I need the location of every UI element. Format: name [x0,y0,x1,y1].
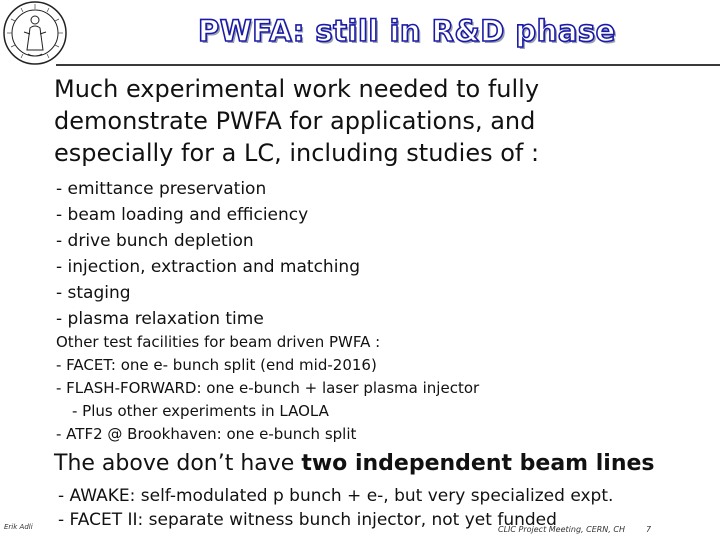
list-item: - plasma relaxation time [56,309,264,329]
statement-text: The above don’t have [54,451,302,476]
list-item: - staging [56,283,131,303]
slide-title: PWFA: still in R&D phase [198,14,616,48]
list-item: - AWAKE: self-modulated p bunch + e-, but very specialized expt. [58,486,614,506]
list-item: - beam loading and efficiency [56,205,309,225]
statement-emphasis: two independent beam lines [301,451,655,476]
list-item: - drive bunch depletion [56,231,254,251]
title-divider [56,64,720,66]
footer-meeting: CLIC Project Meeting, CERN, CH [498,525,625,534]
list-item: - ATF2 @ Brookhaven: one e-bunch split [56,425,357,443]
studies-list [56,176,360,332]
beam-lines-statement [54,450,655,478]
list-item: - FACET: one e- bunch split (end mid-2016) [56,356,377,374]
other-facilities-heading: Other test facilities for beam driven PWFA : [56,333,381,351]
list-item: - FACET II: separate witness bunch injector, not yet funded [58,510,557,530]
intro-line: Much experimental work needed to fully [54,75,540,103]
list-item: - Plus other experiments in LAOLA [72,402,329,420]
intro-paragraph [54,73,694,169]
intro-line: especially for a LC, including studies of : [54,139,540,167]
page-number: 7 [646,525,652,534]
list-item: - injection, extraction and matching [56,257,360,277]
list-item: - FLASH-FORWARD: one e-bunch + laser plasma injector [56,379,480,397]
university-seal-icon [2,0,68,66]
facilities-list [56,354,479,446]
list-item: - emittance preservation [56,179,267,199]
footer-author: Erik Adli [4,523,33,531]
intro-line: demonstrate PWFA for applications, and [54,107,536,135]
